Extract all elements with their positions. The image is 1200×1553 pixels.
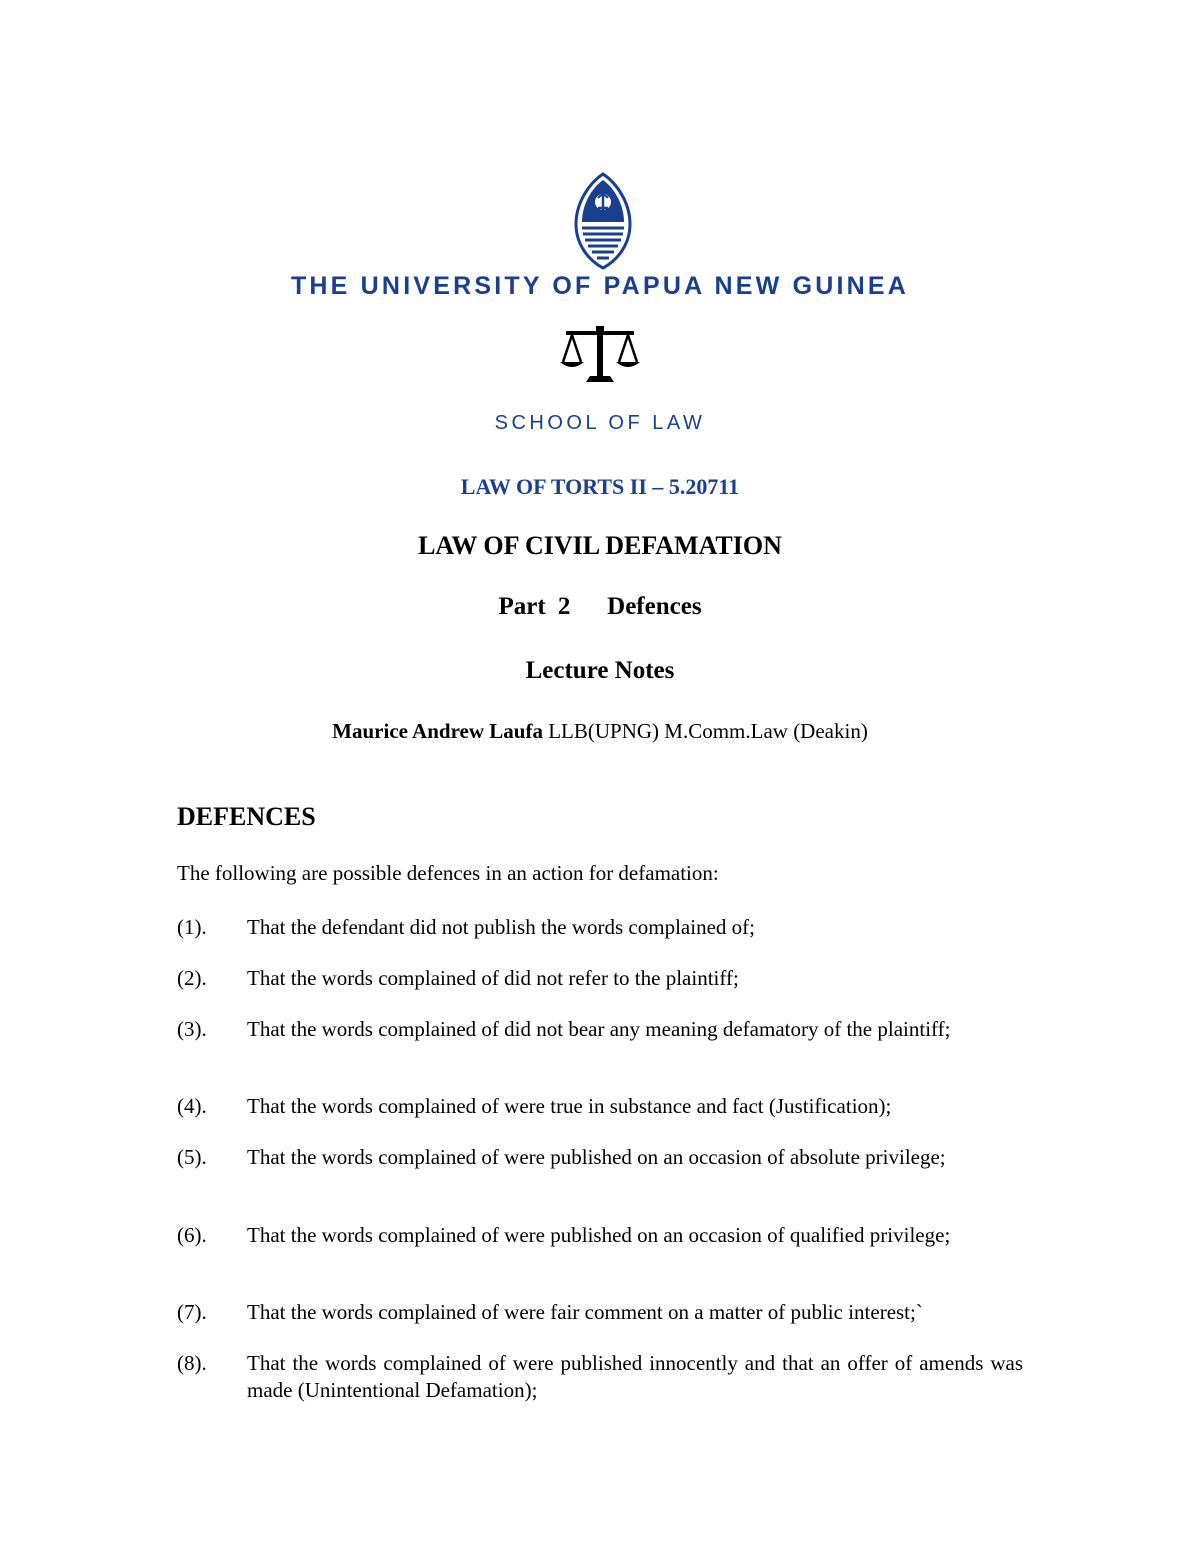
university-crest-icon	[574, 172, 632, 270]
list-item-text: That the words complained of did not bear any meaning defamatory of the plaintiff;	[247, 1017, 951, 1041]
list-item-text: That the defendant did not publish the words complained of;	[247, 915, 755, 939]
list-item-text: That the words complained of were published innocently and that an offer of amends was made (Unintentional Defamation);	[247, 1351, 1023, 1402]
course-code-text: LAW OF TORTS II – 5.20711	[460, 474, 740, 499]
university-name: THE UNIVERSITY OF PAPUA NEW GUINEA	[290, 272, 910, 300]
document-title: LAW OF CIVIL DEFAMATION	[418, 531, 782, 560]
author-name: Maurice Andrew Laufa	[332, 719, 543, 743]
list-item-number: (3).	[177, 1017, 207, 1041]
list-item-number: (4).	[177, 1094, 207, 1118]
author-line	[0, 719, 1200, 744]
lecture-notes-heading: Lecture Notes	[525, 657, 675, 684]
list-item-number: (1).	[177, 915, 207, 939]
list-item-number: (5).	[177, 1145, 207, 1169]
course-code	[0, 474, 1200, 500]
section-heading: DEFENCES	[177, 802, 316, 831]
list-item-text: That the words complained of were published on an occasion of qualified privilege;	[247, 1223, 951, 1247]
list-item-number: (7).	[177, 1300, 207, 1324]
list-item-text: That the words complained of did not refer to the plaintiff;	[247, 966, 739, 990]
scales-of-justice-icon	[560, 326, 640, 384]
list-item-number: (8).	[177, 1351, 207, 1375]
list-item-text: That the words complained of were published on an occasion of absolute privilege;	[247, 1145, 946, 1169]
list-item-number: (6).	[177, 1223, 207, 1247]
part-heading: Part 2 Defences	[498, 593, 702, 620]
school-name: SCHOOL OF LAW	[494, 412, 706, 434]
section-intro: The following are possible defences in an action for defamation:	[177, 861, 719, 885]
author-credentials: LLB(UPNG) M.Comm.Law (Deakin)	[542, 719, 868, 743]
list-item-text: That the words complained of were true in substance and fact (Justification);	[247, 1094, 892, 1118]
list-item-text: That the words complained of were fair comment on a matter of public interest;`	[247, 1300, 923, 1324]
list-item-number: (2).	[177, 966, 207, 990]
